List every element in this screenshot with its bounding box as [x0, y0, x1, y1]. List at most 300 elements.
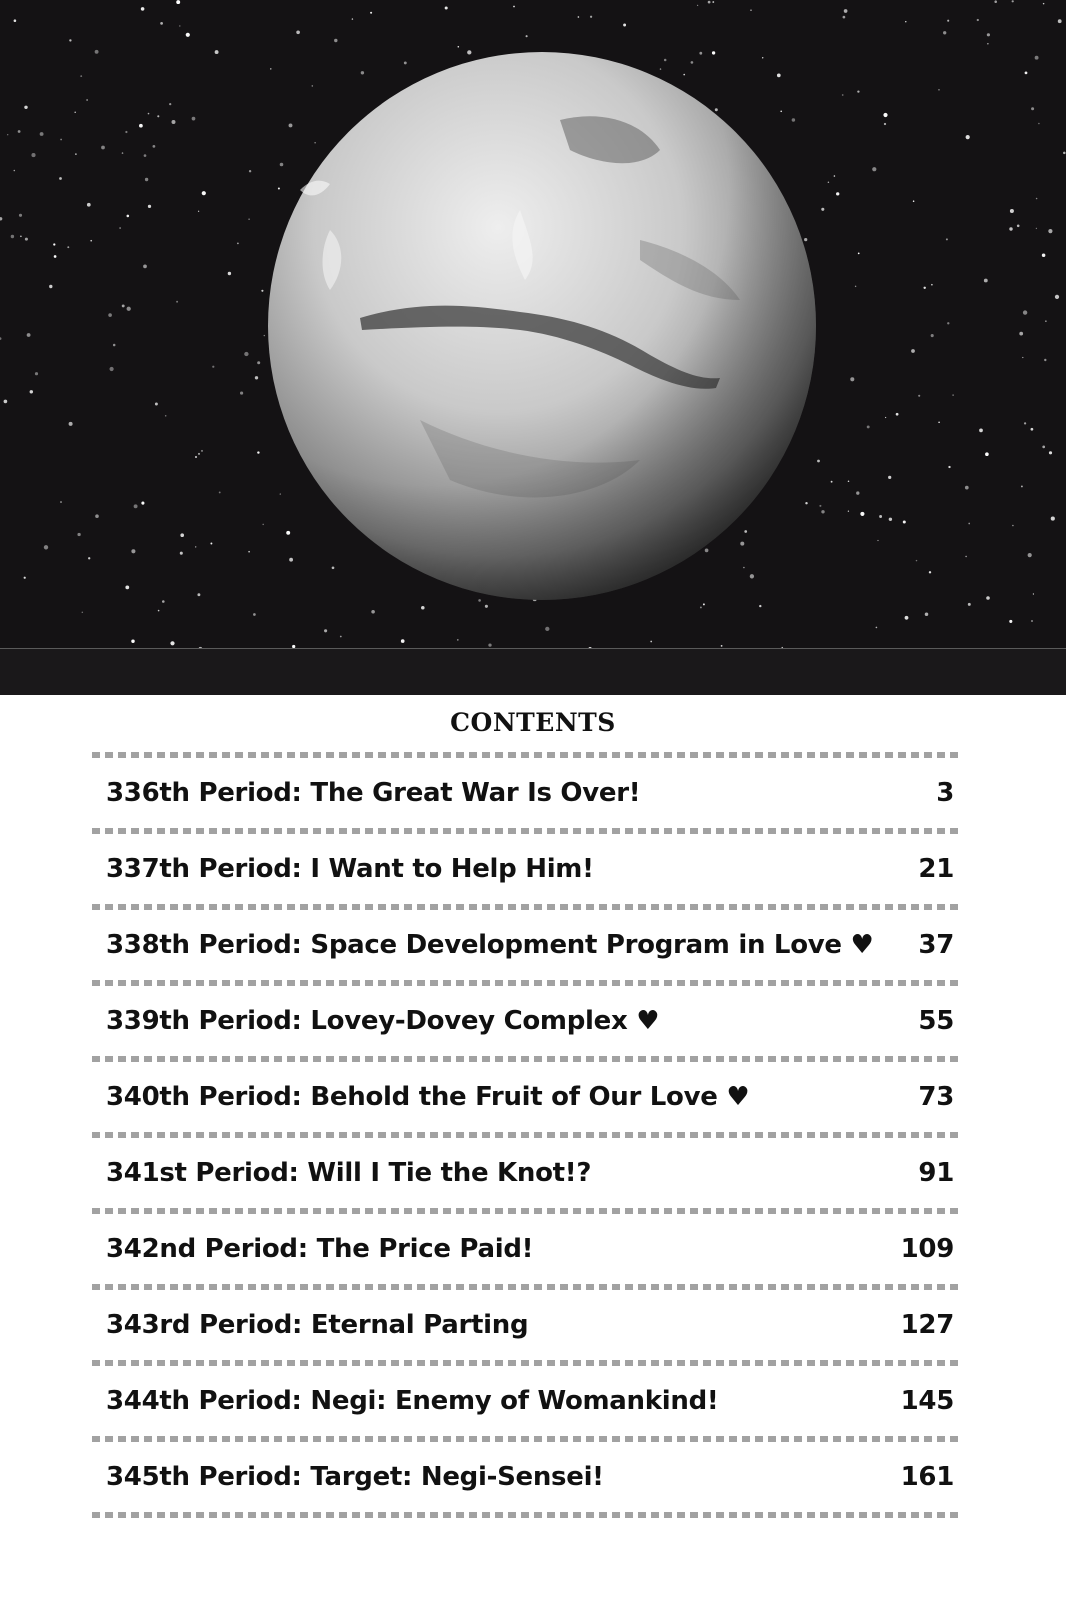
page-number: 91	[918, 1158, 954, 1188]
star	[69, 422, 73, 426]
star	[113, 344, 116, 347]
star	[49, 285, 52, 288]
chapter-title: 336th Period: The Great War Is Over!	[106, 778, 641, 808]
star	[35, 372, 38, 375]
star	[844, 9, 848, 13]
star	[792, 118, 795, 121]
star	[77, 533, 80, 536]
star	[896, 413, 899, 416]
star	[968, 603, 971, 606]
star	[804, 238, 807, 241]
star	[127, 307, 131, 311]
star	[743, 567, 745, 569]
star	[885, 417, 886, 418]
star	[7, 134, 8, 135]
star	[143, 265, 147, 269]
table-of-contents	[92, 752, 960, 1518]
star	[74, 111, 76, 113]
star	[1051, 517, 1055, 521]
star	[253, 613, 256, 616]
star	[1042, 446, 1045, 449]
star	[987, 43, 988, 44]
star	[244, 352, 248, 356]
star	[888, 476, 891, 479]
dotted-divider	[92, 1284, 960, 1290]
star	[1058, 19, 1062, 23]
star	[1036, 198, 1038, 200]
star	[202, 191, 206, 195]
star	[478, 599, 481, 602]
star	[1038, 123, 1040, 125]
toc-row[interactable]	[92, 1214, 960, 1284]
star	[905, 616, 909, 620]
star	[984, 279, 988, 283]
star	[805, 502, 807, 504]
star	[122, 304, 125, 307]
star	[858, 253, 860, 255]
star	[180, 533, 184, 537]
dotted-divider	[92, 828, 960, 834]
star	[1042, 253, 1046, 257]
star	[30, 390, 33, 393]
star	[60, 139, 62, 141]
chapter-title: 340th Period: Behold the Fruit of Our Love ♥	[106, 1082, 750, 1112]
star	[699, 52, 702, 55]
star	[131, 549, 135, 553]
star	[219, 491, 221, 493]
star	[883, 113, 887, 117]
star	[289, 558, 293, 562]
star	[312, 85, 314, 87]
star	[750, 574, 754, 578]
star	[155, 403, 158, 406]
star	[1055, 295, 1059, 299]
star	[1035, 56, 1039, 60]
star	[1019, 332, 1023, 336]
page-number: 127	[900, 1310, 954, 1340]
star	[889, 518, 892, 521]
dotted-divider	[92, 1056, 960, 1062]
star	[280, 163, 284, 167]
star	[1009, 620, 1012, 623]
star	[278, 187, 280, 189]
star	[197, 593, 200, 596]
star	[75, 153, 77, 155]
star	[965, 486, 969, 490]
star	[923, 287, 925, 289]
star	[947, 322, 949, 324]
star	[195, 456, 197, 458]
star	[445, 6, 448, 9]
star	[708, 1, 711, 4]
dotted-divider	[92, 1208, 960, 1214]
toc-row[interactable]	[92, 834, 960, 904]
star	[821, 208, 824, 211]
chapter-title: 344th Period: Negi: Enemy of Womankind!	[106, 1386, 719, 1416]
star	[361, 71, 364, 74]
star	[660, 68, 661, 69]
star	[947, 20, 949, 22]
star	[248, 551, 250, 553]
star	[867, 425, 870, 428]
star	[872, 167, 876, 171]
star	[201, 450, 203, 452]
star	[192, 117, 196, 121]
star	[931, 284, 933, 286]
star	[943, 31, 946, 34]
page-number: 37	[918, 930, 954, 960]
star	[108, 313, 112, 317]
star	[1012, 0, 1014, 2]
star	[994, 0, 997, 3]
star	[14, 170, 16, 172]
star	[145, 178, 148, 181]
star	[1045, 320, 1046, 321]
star	[842, 94, 844, 96]
star	[458, 46, 460, 48]
star	[911, 349, 915, 353]
page-number: 21	[918, 854, 954, 884]
star	[1028, 553, 1032, 557]
star	[683, 74, 685, 76]
star	[966, 135, 970, 139]
star	[0, 217, 2, 220]
page-number: 3	[936, 778, 954, 808]
star	[848, 481, 850, 483]
star	[855, 286, 856, 287]
page-number: 161	[900, 1462, 954, 1492]
toc-row[interactable]	[92, 910, 960, 980]
star	[1017, 225, 1020, 228]
dotted-divider	[92, 1360, 960, 1366]
page-number: 55	[918, 1006, 954, 1036]
star	[876, 627, 878, 629]
star	[127, 215, 130, 218]
star	[1036, 228, 1037, 229]
dotted-divider	[92, 980, 960, 986]
star	[170, 641, 174, 645]
star	[240, 392, 243, 395]
star	[848, 511, 849, 512]
star	[332, 566, 335, 569]
star	[834, 175, 836, 177]
star	[296, 30, 300, 34]
star	[228, 272, 231, 275]
star	[87, 203, 91, 207]
star	[157, 115, 159, 117]
star	[110, 367, 114, 371]
star	[255, 376, 258, 379]
chapter-title: 341st Period: Will I Tie the Knot!?	[106, 1158, 592, 1188]
star	[54, 255, 57, 258]
chapter-title: 338th Period: Space Development Program in Love ♥	[106, 930, 874, 960]
star	[650, 641, 652, 643]
star	[457, 639, 459, 641]
star	[762, 57, 763, 58]
star	[180, 552, 183, 555]
star	[1024, 422, 1026, 424]
star	[918, 395, 920, 397]
star	[11, 235, 14, 238]
star	[903, 520, 906, 523]
star	[195, 546, 196, 547]
dotted-divider	[92, 1512, 960, 1518]
star	[215, 50, 219, 54]
star	[1048, 229, 1052, 233]
star	[134, 504, 138, 508]
star	[270, 68, 271, 69]
chapter-title: 337th Period: I Want to Help Him!	[106, 854, 594, 884]
star	[1044, 359, 1046, 361]
star	[249, 170, 251, 172]
star	[352, 18, 353, 19]
toc-row[interactable]	[92, 1062, 960, 1132]
star	[1043, 3, 1045, 5]
star	[25, 238, 28, 241]
star	[421, 606, 425, 610]
star	[965, 556, 966, 557]
star	[119, 227, 121, 229]
toc-row[interactable]	[92, 1138, 960, 1208]
star	[884, 123, 886, 125]
star	[131, 639, 134, 642]
star	[212, 366, 214, 368]
star	[836, 192, 839, 195]
dotted-divider	[92, 752, 960, 758]
star	[750, 9, 752, 11]
star	[817, 460, 820, 463]
toc-row[interactable]	[92, 1366, 960, 1436]
star	[485, 605, 488, 608]
star	[162, 600, 165, 603]
star	[545, 627, 549, 631]
star	[176, 0, 180, 4]
star	[404, 61, 407, 64]
star	[176, 301, 178, 303]
star	[95, 514, 99, 518]
toc-row[interactable]	[92, 1290, 960, 1360]
star	[467, 50, 471, 54]
star	[850, 377, 854, 381]
star	[968, 523, 970, 525]
star	[938, 421, 940, 423]
star	[370, 12, 372, 14]
star	[929, 571, 931, 573]
star	[165, 415, 167, 417]
star	[95, 50, 99, 54]
star	[237, 242, 239, 244]
star	[371, 610, 375, 614]
star	[712, 1, 714, 3]
chapter-title: 342nd Period: The Price Paid!	[106, 1234, 534, 1264]
star	[179, 25, 180, 26]
star	[740, 542, 744, 546]
star	[86, 99, 88, 101]
star	[691, 61, 694, 64]
star	[59, 177, 62, 180]
star	[257, 361, 260, 364]
strip-divider	[0, 648, 1066, 649]
star	[697, 5, 698, 6]
star	[946, 238, 948, 240]
star	[1033, 593, 1034, 594]
star	[712, 51, 715, 54]
star	[19, 214, 22, 217]
star	[172, 120, 176, 124]
star	[986, 596, 990, 600]
star	[90, 240, 92, 242]
star	[759, 605, 761, 607]
page-number: 73	[918, 1082, 954, 1112]
star	[526, 35, 528, 37]
dotted-divider	[92, 1132, 960, 1138]
star	[14, 19, 17, 22]
star	[744, 530, 747, 533]
star	[843, 16, 846, 19]
star	[780, 110, 782, 112]
star	[821, 510, 824, 513]
star	[324, 629, 327, 632]
star	[280, 493, 281, 494]
star	[879, 515, 882, 518]
star	[4, 400, 8, 404]
star	[44, 545, 48, 549]
star	[40, 132, 44, 136]
star	[1025, 72, 1028, 75]
star	[125, 131, 127, 133]
star	[985, 452, 989, 456]
star	[139, 124, 143, 128]
star	[819, 505, 821, 507]
star	[952, 394, 953, 395]
star	[60, 501, 62, 503]
star	[101, 146, 105, 150]
star	[88, 557, 90, 559]
star	[67, 246, 69, 248]
star	[977, 19, 979, 21]
star	[148, 113, 150, 115]
planet-illustration	[0, 0, 1066, 695]
star	[987, 33, 990, 36]
star	[1063, 152, 1066, 155]
chapter-title: 345th Period: Target: Negi-Sensei!	[106, 1462, 604, 1492]
star	[828, 181, 830, 183]
star	[721, 645, 723, 647]
toc-row[interactable]	[92, 1442, 960, 1512]
star	[1031, 620, 1033, 622]
star	[148, 205, 151, 208]
star	[340, 636, 342, 638]
star	[122, 152, 124, 154]
star	[31, 153, 35, 157]
star	[160, 22, 163, 25]
star	[82, 612, 83, 613]
star	[24, 577, 26, 579]
star	[664, 59, 667, 62]
contents-heading: CONTENTS	[450, 708, 616, 737]
star	[198, 453, 200, 455]
star	[925, 613, 929, 617]
star	[261, 290, 263, 292]
star	[703, 603, 705, 605]
star	[158, 610, 160, 612]
star	[257, 451, 259, 453]
star	[314, 142, 315, 143]
star	[513, 6, 515, 8]
star	[1010, 209, 1014, 213]
star	[286, 531, 290, 535]
star	[264, 335, 265, 336]
star	[210, 543, 212, 545]
star	[186, 33, 190, 37]
star	[69, 39, 71, 41]
star	[916, 560, 917, 561]
star	[20, 235, 22, 237]
star	[27, 333, 31, 337]
star	[262, 524, 264, 526]
star	[715, 108, 718, 111]
star	[948, 466, 950, 468]
star	[913, 200, 915, 202]
star	[401, 639, 405, 643]
star	[125, 586, 129, 590]
star	[931, 334, 934, 337]
star	[24, 106, 27, 109]
star	[1031, 428, 1034, 431]
chapter-title: 343rd Period: Eternal Parting	[106, 1310, 529, 1340]
star	[53, 243, 55, 245]
star	[0, 337, 1, 340]
star	[289, 123, 293, 127]
star	[334, 39, 337, 42]
star	[578, 16, 580, 18]
star	[905, 21, 906, 22]
star	[1023, 310, 1027, 314]
star	[1031, 107, 1034, 110]
star	[938, 89, 940, 91]
star	[1009, 227, 1012, 230]
toc-row[interactable]	[92, 986, 960, 1056]
star	[856, 491, 859, 494]
star	[198, 211, 199, 212]
star	[979, 429, 983, 433]
star	[623, 24, 626, 27]
dotted-divider	[92, 904, 960, 910]
planet-art	[0, 0, 1066, 695]
star	[169, 103, 171, 105]
star	[1022, 357, 1023, 358]
star	[248, 218, 250, 220]
star	[777, 74, 781, 78]
star	[831, 481, 833, 483]
page-number: 145	[900, 1386, 954, 1416]
star	[141, 7, 145, 11]
page-number: 109	[900, 1234, 954, 1264]
dotted-divider	[92, 1436, 960, 1442]
star	[18, 130, 21, 133]
star	[488, 643, 491, 646]
star	[144, 154, 147, 157]
star	[590, 16, 592, 18]
chapter-title: 339th Period: Lovey-Dovey Complex ♥	[106, 1006, 660, 1036]
star	[877, 540, 878, 541]
star	[700, 606, 702, 608]
star	[1012, 525, 1014, 527]
star	[80, 75, 82, 77]
toc-row[interactable]	[92, 758, 960, 828]
star	[141, 502, 144, 505]
star	[860, 512, 864, 516]
